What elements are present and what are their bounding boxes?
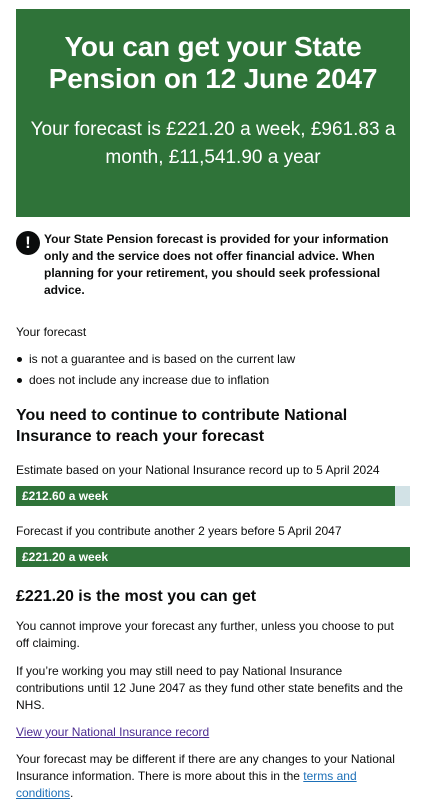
forecast-notes-list — [16, 351, 410, 389]
forecast-bar-value: £221.20 a week — [22, 550, 109, 564]
still-pay-ni-text: If you’re working you may still need to pay National Insurance contributions until 12 June 2047 as they fund other state benefits and the NHS. — [16, 664, 403, 712]
forecast-bar-track — [16, 547, 410, 567]
list-item-text: does not include any increase due to inflation — [29, 373, 270, 387]
warning-text-block — [16, 231, 410, 299]
terms-and-conditions-link[interactable]: terms and conditions — [16, 769, 357, 800]
panel-title: You can get your State Pension on 12 June 2047 — [48, 31, 378, 94]
list-item-text: is not a guarantee and is based on the current law — [29, 352, 296, 366]
exclamation-icon: ! — [16, 231, 40, 255]
ni-record-link[interactable]: View your National Insurance record — [16, 725, 210, 739]
forecast-panel — [16, 9, 410, 217]
cannot-improve-text: You cannot improve your forecast any further, unless you choose to put off claiming. — [16, 619, 394, 650]
list-item — [16, 351, 410, 368]
forecast-may-differ-suffix: . — [70, 786, 74, 800]
estimate-bar-fill — [16, 486, 395, 506]
forecast-intro: Your forecast — [16, 325, 87, 339]
forecast-bar-fill — [16, 547, 410, 567]
bullet-icon — [17, 378, 22, 383]
estimate-bar-label: Estimate based on your National Insurance record up to 5 April 2024 — [16, 463, 380, 477]
estimate-bar-track — [16, 486, 410, 506]
forecast-may-differ-text — [16, 751, 410, 802]
contribute-heading: You need to continue to contribute National Insurance to reach your forecast — [16, 407, 348, 445]
most-you-can-get-heading: £221.20 is the most you can get — [16, 588, 257, 605]
forecast-bar-label: Forecast if you contribute another 2 years before 5 April 2047 — [16, 524, 342, 538]
estimate-bar-value: £212.60 a week — [22, 489, 109, 503]
panel-forecast-amounts: Your forecast is £221.20 a week, £961.83 a month, £11,541.90 a year — [30, 119, 396, 168]
warning-message: Your State Pension forecast is provided for your information only and the service does not offer financial advice. When planning for your retirement, you should seek professional advice. — [44, 232, 389, 297]
list-item — [16, 372, 410, 389]
forecast-may-differ-prefix: Your forecast may be different if there are any changes to your National Insurance information. There is more about this in the — [16, 752, 395, 783]
bullet-icon — [17, 357, 22, 362]
